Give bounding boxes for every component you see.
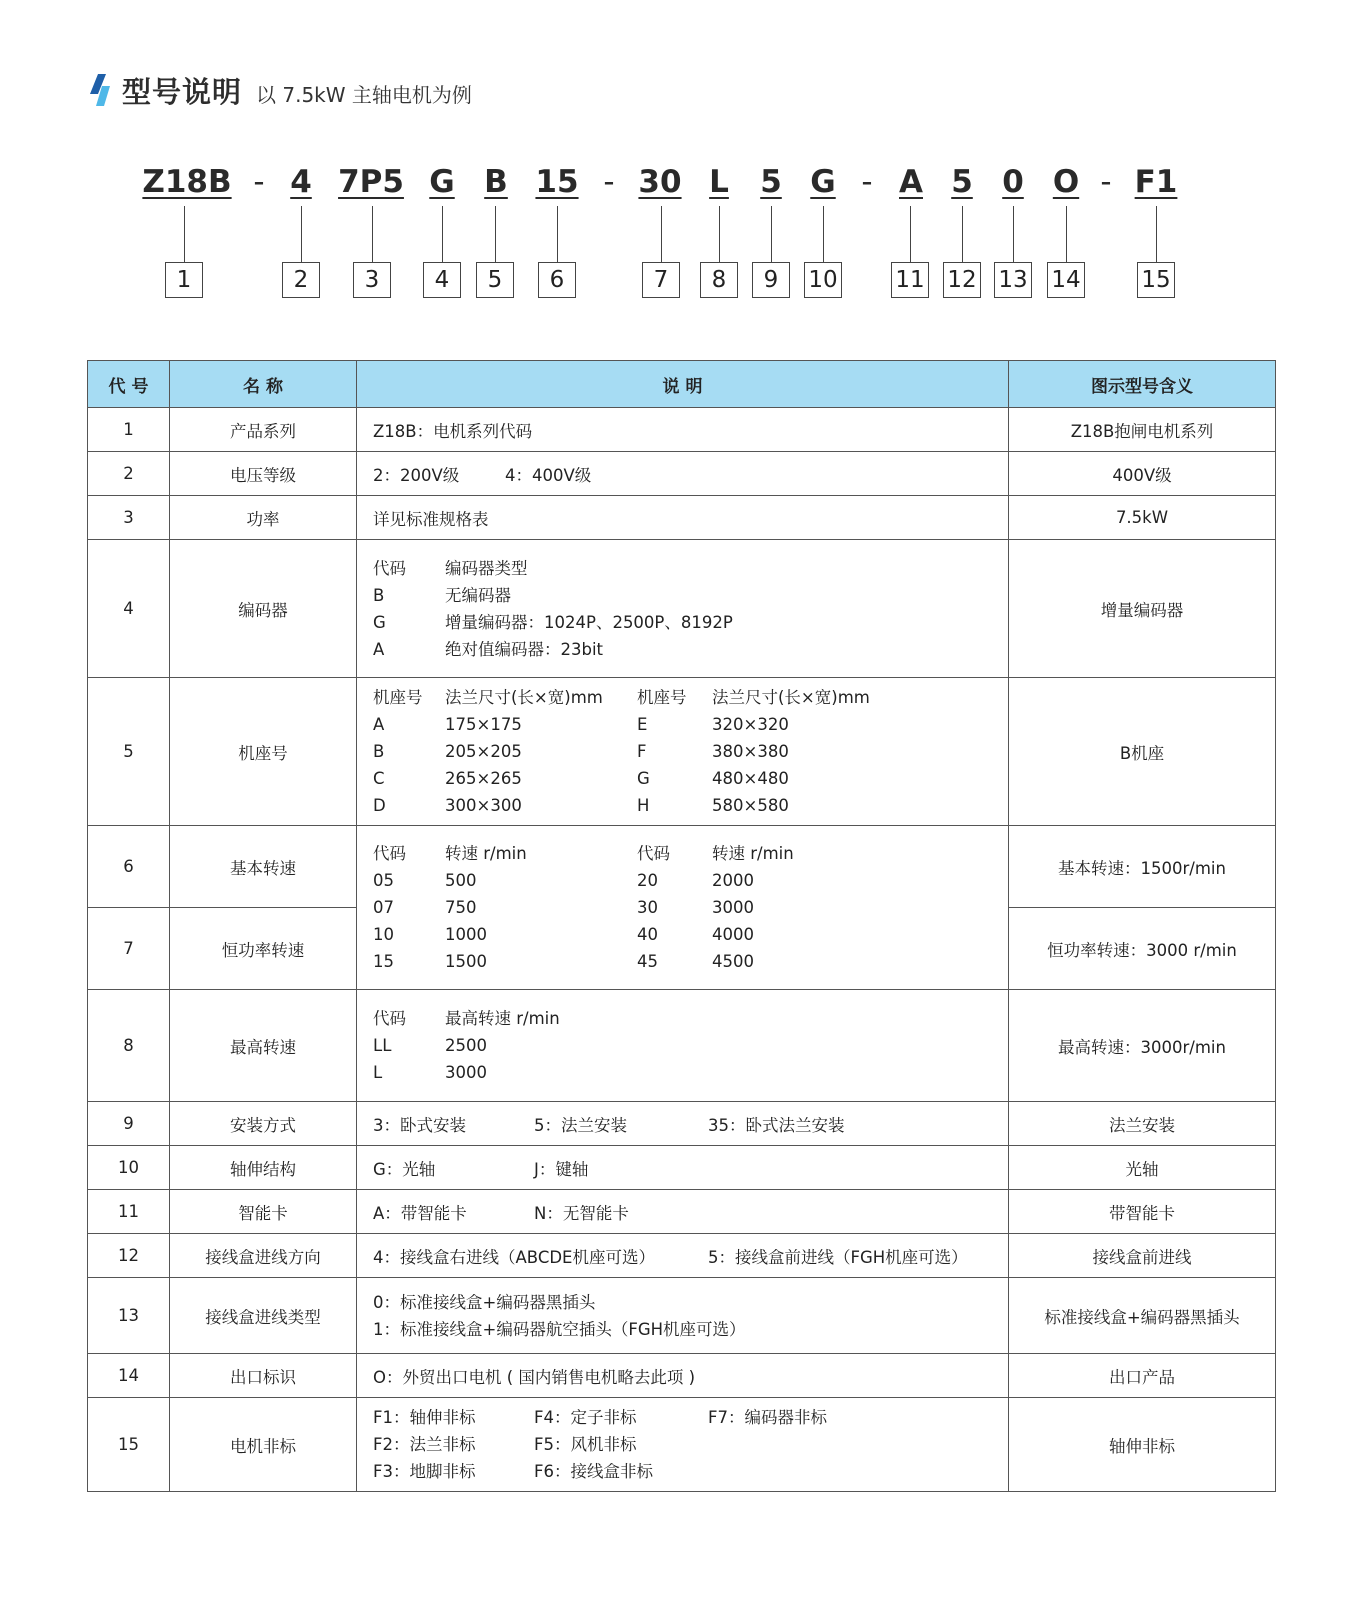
code-number-box: 15 bbox=[1137, 262, 1175, 298]
desc-value: 无编码器 bbox=[445, 585, 511, 605]
desc-value: 编码器类型 bbox=[445, 558, 528, 578]
heading-accent-icon bbox=[88, 72, 114, 108]
page-subtitle: 以 7.5kW 主轴电机为例 bbox=[256, 82, 472, 107]
cell-meaning: B机座 bbox=[1009, 678, 1276, 826]
connector-line bbox=[823, 206, 824, 262]
table-row bbox=[88, 408, 1276, 452]
table-row bbox=[88, 1354, 1276, 1398]
cell-name: 智能卡 bbox=[170, 1190, 357, 1234]
desc-key: C bbox=[373, 769, 385, 788]
desc-value: 转速 r/min bbox=[445, 844, 527, 863]
desc-option: F2：法兰非标 bbox=[373, 1435, 476, 1454]
page-title: 型号说明 bbox=[122, 74, 243, 109]
code-number-box: 12 bbox=[943, 262, 981, 298]
code-number-box: 11 bbox=[891, 262, 929, 298]
desc-value: 2000 bbox=[712, 871, 754, 890]
cell-description bbox=[357, 1102, 1009, 1146]
code-segment: 30 bbox=[638, 164, 682, 200]
cell-name: 出口标识 bbox=[170, 1354, 357, 1398]
cell-name: 轴伸结构 bbox=[170, 1146, 357, 1190]
connector-line bbox=[442, 206, 443, 262]
cell-description bbox=[357, 1190, 1009, 1234]
code-segment: 15 bbox=[535, 164, 579, 200]
code-number-box: 13 bbox=[994, 262, 1032, 298]
cell-description bbox=[357, 1234, 1009, 1278]
cell-code: 3 bbox=[88, 496, 170, 540]
cell-name: 产品系列 bbox=[170, 408, 357, 452]
desc-key: B bbox=[373, 742, 385, 761]
code-separator: - bbox=[861, 164, 873, 200]
desc-key: 07 bbox=[373, 898, 394, 917]
connector-line bbox=[661, 206, 662, 262]
cell-code: 12 bbox=[88, 1234, 170, 1278]
cell-name: 功率 bbox=[170, 496, 357, 540]
code-number-box: 1 bbox=[165, 262, 203, 298]
desc-value: 320×320 bbox=[712, 715, 789, 734]
cell-meaning: 出口产品 bbox=[1009, 1354, 1276, 1398]
table-row bbox=[88, 990, 1276, 1102]
cell-description bbox=[357, 1398, 1009, 1492]
desc-value: 最高转速 r/min bbox=[445, 1009, 560, 1028]
desc-option: F3：地脚非标 bbox=[373, 1462, 476, 1481]
desc-value: 265×265 bbox=[445, 769, 522, 788]
desc-key: 15 bbox=[373, 952, 394, 971]
desc-value: 法兰尺寸(长×宽)mm bbox=[712, 688, 870, 707]
desc-option: F5：风机非标 bbox=[534, 1435, 637, 1454]
desc-key: 20 bbox=[637, 871, 658, 890]
cell-meaning: 带智能卡 bbox=[1009, 1190, 1276, 1234]
cell-code: 7 bbox=[88, 908, 170, 990]
cell-code: 14 bbox=[88, 1354, 170, 1398]
desc-option: 3：卧式安装 bbox=[373, 1115, 466, 1135]
desc-option: 5：接线盒前进线（FGH机座可选） bbox=[708, 1247, 968, 1267]
desc-key: 代码 bbox=[373, 844, 406, 863]
desc-option: 2：200V级 bbox=[373, 465, 460, 485]
connector-line bbox=[771, 206, 772, 262]
desc-value: 300×300 bbox=[445, 796, 522, 815]
desc-option: 5：法兰安装 bbox=[534, 1115, 627, 1135]
cell-meaning: 光轴 bbox=[1009, 1146, 1276, 1190]
cell-description: Z18B：电机系列代码 bbox=[357, 408, 1009, 452]
code-separator: - bbox=[1100, 164, 1112, 200]
code-segment: 4 bbox=[290, 164, 312, 200]
desc-value: 205×205 bbox=[445, 742, 522, 761]
cell-meaning: 400V级 bbox=[1009, 452, 1276, 496]
table-row bbox=[88, 826, 1276, 908]
desc-value: 3000 bbox=[445, 1063, 487, 1082]
desc-key: G bbox=[373, 612, 386, 632]
desc-value: 2500 bbox=[445, 1036, 487, 1055]
cell-code: 4 bbox=[88, 540, 170, 678]
cell-name: 接线盒进线方向 bbox=[170, 1234, 357, 1278]
model-code-diagram bbox=[0, 160, 1356, 320]
cell-name: 安装方式 bbox=[170, 1102, 357, 1146]
desc-key: 机座号 bbox=[373, 688, 423, 707]
cell-description bbox=[357, 678, 1009, 826]
cell-code: 5 bbox=[88, 678, 170, 826]
cell-code: 11 bbox=[88, 1190, 170, 1234]
desc-option: F6：接线盒非标 bbox=[534, 1462, 653, 1481]
cell-name: 接线盒进线类型 bbox=[170, 1278, 357, 1354]
code-segment: G bbox=[429, 164, 455, 200]
connector-line bbox=[301, 206, 302, 262]
cell-meaning: 接线盒前进线 bbox=[1009, 1234, 1276, 1278]
table-row bbox=[88, 1102, 1276, 1146]
desc-value: 转速 r/min bbox=[712, 844, 794, 863]
connector-line bbox=[557, 206, 558, 262]
code-segment: 0 bbox=[1002, 164, 1024, 200]
cell-name: 电机非标 bbox=[170, 1398, 357, 1492]
table-row bbox=[88, 1190, 1276, 1234]
model-spec-table bbox=[87, 360, 1276, 1492]
code-number-box: 14 bbox=[1047, 262, 1085, 298]
cell-meaning: 轴伸非标 bbox=[1009, 1398, 1276, 1492]
cell-name: 机座号 bbox=[170, 678, 357, 826]
table-header-row bbox=[88, 361, 1276, 408]
desc-value: 1500 bbox=[445, 952, 487, 971]
desc-key: 05 bbox=[373, 871, 394, 890]
code-segment: G bbox=[810, 164, 836, 200]
cell-meaning: Z18B抱闸电机系列 bbox=[1009, 408, 1276, 452]
desc-key: 10 bbox=[373, 925, 394, 944]
connector-line bbox=[1156, 206, 1157, 262]
desc-key: F bbox=[637, 742, 647, 761]
desc-key: 40 bbox=[637, 925, 658, 944]
desc-value: 175×175 bbox=[445, 715, 522, 734]
desc-line: 0：标准接线盒+编码器黑插头 bbox=[373, 1292, 596, 1312]
code-number-box: 3 bbox=[353, 262, 391, 298]
section-heading bbox=[88, 70, 472, 110]
desc-key: LL bbox=[373, 1036, 392, 1055]
cell-code: 6 bbox=[88, 826, 170, 908]
cell-meaning: 标准接线盒+编码器黑插头 bbox=[1009, 1278, 1276, 1354]
desc-key: 代码 bbox=[373, 1009, 406, 1028]
code-segment: Z18B bbox=[142, 164, 232, 200]
code-segment: 7P5 bbox=[338, 164, 404, 200]
cell-meaning: 恒功率转速：3000 r/min bbox=[1009, 908, 1276, 990]
desc-option: F1：轴伸非标 bbox=[373, 1408, 476, 1427]
desc-value: 绝对值编码器：23bit bbox=[445, 639, 604, 659]
desc-value: 480×480 bbox=[712, 769, 789, 788]
connector-line bbox=[1066, 206, 1067, 262]
code-segment: 5 bbox=[760, 164, 782, 200]
desc-key: 机座号 bbox=[637, 688, 687, 707]
cell-description bbox=[357, 826, 1009, 990]
desc-key: B bbox=[373, 585, 385, 605]
desc-value: 4000 bbox=[712, 925, 754, 944]
desc-key: 30 bbox=[637, 898, 658, 917]
desc-option: F7：编码器非标 bbox=[708, 1408, 827, 1427]
code-number-box: 8 bbox=[700, 262, 738, 298]
code-segment: F1 bbox=[1134, 164, 1178, 200]
cell-description bbox=[357, 1146, 1009, 1190]
header-code: 代 号 bbox=[88, 361, 170, 408]
desc-option: 4：接线盒右进线（ABCDE机座可选） bbox=[373, 1247, 655, 1267]
desc-key: 代码 bbox=[373, 558, 406, 578]
cell-meaning: 最高转速：3000r/min bbox=[1009, 990, 1276, 1102]
desc-value: 法兰尺寸(长×宽)mm bbox=[445, 688, 603, 707]
desc-option: 35：卧式法兰安装 bbox=[708, 1115, 845, 1135]
table-row bbox=[88, 1278, 1276, 1354]
desc-option: G：光轴 bbox=[373, 1159, 436, 1179]
code-segment: A bbox=[899, 164, 923, 200]
cell-meaning: 法兰安装 bbox=[1009, 1102, 1276, 1146]
table-row bbox=[88, 1398, 1276, 1492]
desc-value: 3000 bbox=[712, 898, 754, 917]
cell-description: 详见标准规格表 bbox=[357, 496, 1009, 540]
desc-option: J：键轴 bbox=[534, 1159, 589, 1179]
connector-line bbox=[910, 206, 911, 262]
desc-option: A：带智能卡 bbox=[373, 1203, 467, 1223]
cell-code: 13 bbox=[88, 1278, 170, 1354]
table-row bbox=[88, 1146, 1276, 1190]
desc-key: 45 bbox=[637, 952, 658, 971]
desc-option: N：无智能卡 bbox=[534, 1203, 629, 1223]
code-separator: - bbox=[253, 164, 265, 200]
table-row bbox=[88, 540, 1276, 678]
connector-line bbox=[495, 206, 496, 262]
desc-line: 1：标准接线盒+编码器航空插头（FGH机座可选） bbox=[373, 1319, 746, 1339]
code-number-box: 9 bbox=[752, 262, 790, 298]
code-number-box: 4 bbox=[423, 262, 461, 298]
desc-value: 750 bbox=[445, 898, 477, 917]
cell-meaning: 7.5kW bbox=[1009, 496, 1276, 540]
code-number-box: 2 bbox=[282, 262, 320, 298]
desc-value: 580×580 bbox=[712, 796, 789, 815]
code-number-box: 6 bbox=[538, 262, 576, 298]
code-segment: 5 bbox=[951, 164, 973, 200]
cell-description bbox=[357, 1278, 1009, 1354]
desc-key: D bbox=[373, 796, 386, 815]
cell-name: 基本转速 bbox=[170, 826, 357, 908]
cell-code: 15 bbox=[88, 1398, 170, 1492]
desc-key: G bbox=[637, 769, 650, 788]
desc-value: 4500 bbox=[712, 952, 754, 971]
cell-code: 2 bbox=[88, 452, 170, 496]
cell-description: O：外贸出口电机 ( 国内销售电机略去此项 ) bbox=[357, 1354, 1009, 1398]
desc-key: 代码 bbox=[637, 844, 670, 863]
code-segment: B bbox=[484, 164, 508, 200]
table-row bbox=[88, 1234, 1276, 1278]
cell-code: 10 bbox=[88, 1146, 170, 1190]
desc-value: 增量编码器：1024P、2500P、8192P bbox=[445, 612, 733, 632]
cell-code: 9 bbox=[88, 1102, 170, 1146]
cell-code: 1 bbox=[88, 408, 170, 452]
header-name: 名 称 bbox=[170, 361, 357, 408]
connector-line bbox=[372, 206, 373, 262]
table-row bbox=[88, 678, 1276, 826]
desc-key: L bbox=[373, 1063, 383, 1082]
header-meaning: 图示型号含义 bbox=[1009, 361, 1276, 408]
cell-name: 恒功率转速 bbox=[170, 908, 357, 990]
connector-line bbox=[962, 206, 963, 262]
cell-code: 8 bbox=[88, 990, 170, 1102]
code-segment: L bbox=[709, 164, 729, 200]
desc-key: H bbox=[637, 796, 650, 815]
desc-option: 4：400V级 bbox=[505, 465, 592, 485]
cell-name: 编码器 bbox=[170, 540, 357, 678]
cell-name: 电压等级 bbox=[170, 452, 357, 496]
desc-key: E bbox=[637, 715, 648, 734]
connector-line bbox=[184, 206, 185, 262]
code-number-box: 7 bbox=[642, 262, 680, 298]
desc-key: A bbox=[373, 639, 385, 659]
connector-line bbox=[719, 206, 720, 262]
cell-description bbox=[357, 452, 1009, 496]
desc-key: A bbox=[373, 715, 385, 734]
desc-value: 500 bbox=[445, 871, 477, 890]
desc-value: 380×380 bbox=[712, 742, 789, 761]
cell-name: 最高转速 bbox=[170, 990, 357, 1102]
cell-meaning: 增量编码器 bbox=[1009, 540, 1276, 678]
code-number-box: 10 bbox=[804, 262, 842, 298]
connector-line bbox=[1013, 206, 1014, 262]
desc-option: F4：定子非标 bbox=[534, 1408, 637, 1427]
code-separator: - bbox=[603, 164, 615, 200]
cell-meaning: 基本转速：1500r/min bbox=[1009, 826, 1276, 908]
code-segment: O bbox=[1052, 164, 1080, 200]
cell-description bbox=[357, 540, 1009, 678]
cell-description bbox=[357, 990, 1009, 1102]
table-row bbox=[88, 496, 1276, 540]
table-row bbox=[88, 452, 1276, 496]
desc-value: 1000 bbox=[445, 925, 487, 944]
code-number-box: 5 bbox=[476, 262, 514, 298]
header-description: 说 明 bbox=[357, 361, 1009, 408]
